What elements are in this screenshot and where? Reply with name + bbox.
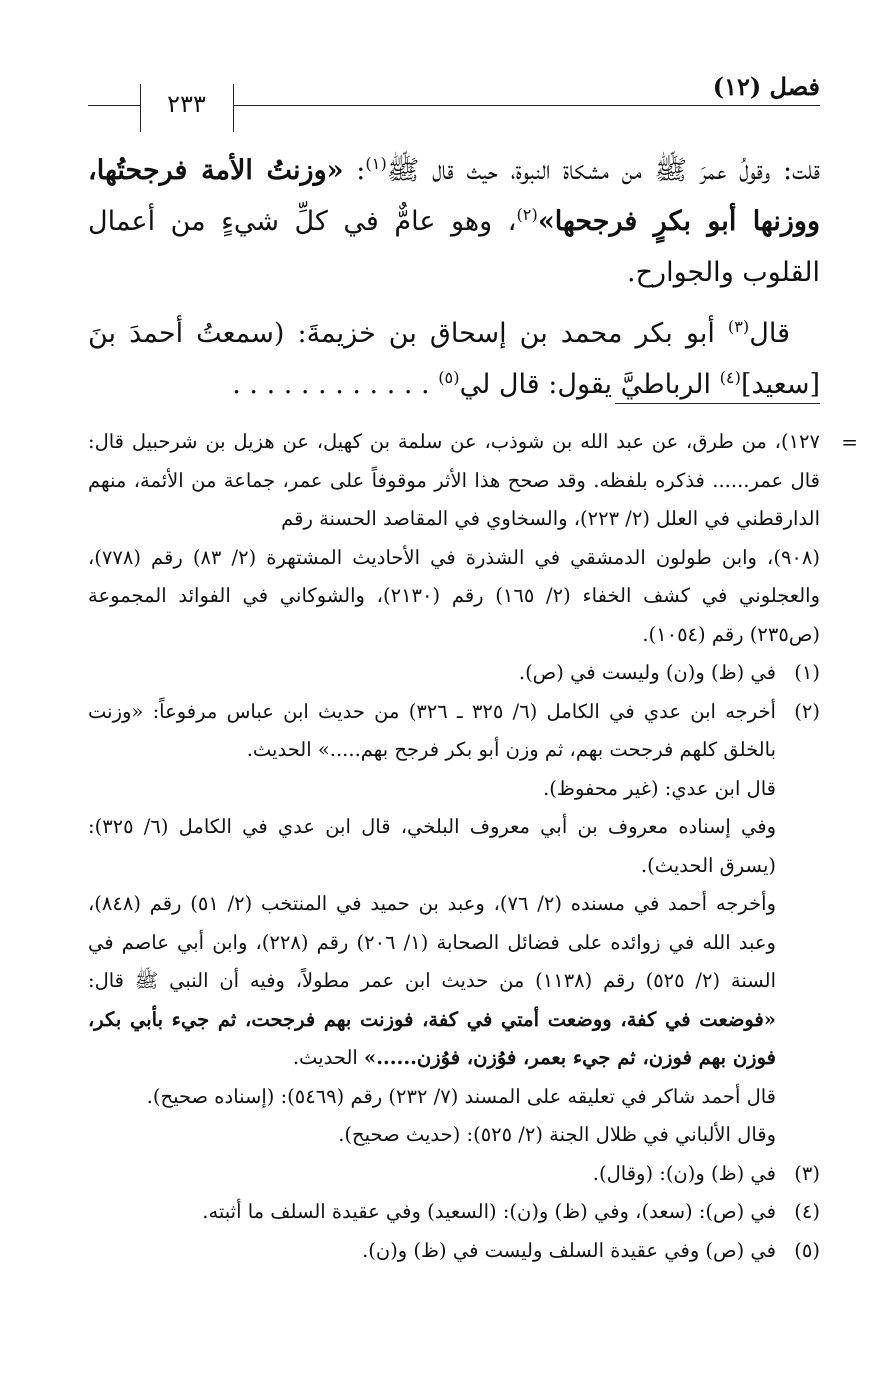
chapter-title: فصل (١٢) <box>712 72 820 101</box>
footnote-text: في (ظ) و(ن) وليست في (ص). <box>518 661 776 684</box>
text-run: الحديث. <box>292 1046 364 1069</box>
footnote-number: (٣) <box>794 1161 820 1185</box>
text-run: أبو بكر محمد بن إسحاق بن خزيمةَ: (سمعتُ أحمدَ بنَ [سعيد] <box>88 318 820 400</box>
footnote-text <box>88 885 820 1078</box>
main-paragraph-2 <box>88 308 820 410</box>
footnote-text: قال أحمد شاكر في تعليقه على المسند (٧/ ٢٣٢) رقم (٥٤٦٩): (إسناده صحيح). <box>146 1084 776 1108</box>
page-number: ٢٣٣ <box>167 90 206 118</box>
footnote-text: في (ص) وفي عقيدة السلف وليست في (ظ) و(ن). <box>362 1238 776 1262</box>
text-run: : <box>356 155 366 186</box>
footnote-ref: (٤) <box>719 368 741 387</box>
footnote-number: (٢) <box>794 699 820 723</box>
footnote-ref: (١) <box>365 154 387 173</box>
footnote-text: وفي إسناده معروف بن أبي معروف البلخي، قال ابن عدي في الكامل (٦/ ٣٢٥): (يسرق الحديث). <box>88 815 776 877</box>
text-run: ، وهو عامٌّ في كلِّ شيءٍ من أعمال القلوب والجوارح. <box>88 206 820 288</box>
footnote-number: (١) <box>794 661 820 684</box>
main-text <box>88 145 820 410</box>
header-divider <box>233 84 234 132</box>
footnote-2 <box>88 693 820 770</box>
header-rule-left <box>88 105 140 106</box>
text-run: قلت: وقولُ عمرَ ﷺ من مشكاة النبوة، حيث قال ﷺ <box>386 155 821 186</box>
header-rule <box>233 105 820 106</box>
footnote-text: في (ظ) و(ن): (وقال). <box>592 1161 776 1185</box>
footnote-number: (٤) <box>794 1200 820 1223</box>
footnote-text: في (ص): (سعد)، وفي (ظ) و(ن): (السعيد) وفي عقيدة السلف ما أثبته. <box>202 1200 776 1223</box>
footnote-1 <box>88 654 820 693</box>
footnote-continuation: ١٢٧)، من طرق، عن عبد الله بن شوذب، عن سلمة بن كهيل، عن هزيل بن شرحبيل قال: قال عمر...... فذكره بلفظه. وقد صحح هذا الأثر موقوفاً على عمر، جماعة من الأئمة، منهم الدارقطني في العلل (٢/ ٢٢٣)، والسخاوي في المقاصد الحسنة رقم <box>88 430 820 530</box>
footnote-ref: (٢) <box>516 205 538 224</box>
text-run: قال <box>749 318 790 349</box>
footnote-separator <box>615 403 820 404</box>
footnote-ref: (٣) <box>727 317 750 336</box>
ellipsis-dots: . . . . . . . . . . . . <box>232 369 439 400</box>
footnote-text: وقال الألباني في ظلال الجنة (٢/ ٥٢٥): (حديث صحيح). <box>338 1123 776 1146</box>
footnote-5 <box>88 1232 820 1271</box>
footnote-ref: (٥) <box>438 368 460 387</box>
footnote-number: (٥) <box>794 1238 820 1262</box>
footnotes <box>88 423 858 1270</box>
page-header <box>88 72 820 127</box>
footnote-text: قال ابن عدي: (غير محفوظ). <box>543 776 776 800</box>
text-run: الرباطيَّ يقول: قال لي <box>459 369 720 400</box>
hadith-quote: «فوضعت في كفة، ووضعت أمتي في كفة، فوزنت بهم فرجحت، ثم جيء بأبي بكر، فوزن بهم فوزن، ثم جيء بعمر، فوُزن، فوُزن......» <box>88 1007 776 1069</box>
footnote-3 <box>88 1155 820 1194</box>
main-paragraph-1 <box>88 145 820 298</box>
footnote-text: أخرجه ابن عدي في الكامل (٦/ ٣٢٥ ـ ٣٢٦) من حديث ابن عباس مرفوعاً: «وزنت بالخلق كلهم فرجحت بهم، ثم وزن أبو بكر فرجح بهم.....» الحديث. <box>88 699 776 761</box>
footnote-4 <box>88 1193 820 1232</box>
continuation-mark: = <box>841 430 858 454</box>
footnote-continuation: (٩٠٨)، وابن طولون الدمشقي في الشذرة في الأحاديث المشتهرة (٢/ ٨٣) رقم (٧٧٨)، والعجلوني في كشف الخفاء (٢/ ١٦٥) رقم (٢١٣٠)، والشوكاني في الفوائد المجموعة (ص٢٣٥) رقم (١٠٥٤). <box>88 545 820 646</box>
text-run: وأخرجه أحمد في مسنده (٢/ ٧٦)، وعبد بن حميد في المنتخب (٢/ ٥١) رقم (٨٤٨)، وعبد الله في زوائده على فضائل الصحابة (١/ ٢٠٦) رقم (٢٢٨)، وابن أبي عاصم في السنة (٢/ ٥٢٥) رقم (١١٣٨) من حديث ابن عمر مطولاً، وفيه أن النبي ﷺ قال: <box>88 892 776 992</box>
hadith-quote: «وزنتُ الأمة فرجحتُها، ووزنها أبو بكرٍ فرجحها» <box>88 155 820 237</box>
